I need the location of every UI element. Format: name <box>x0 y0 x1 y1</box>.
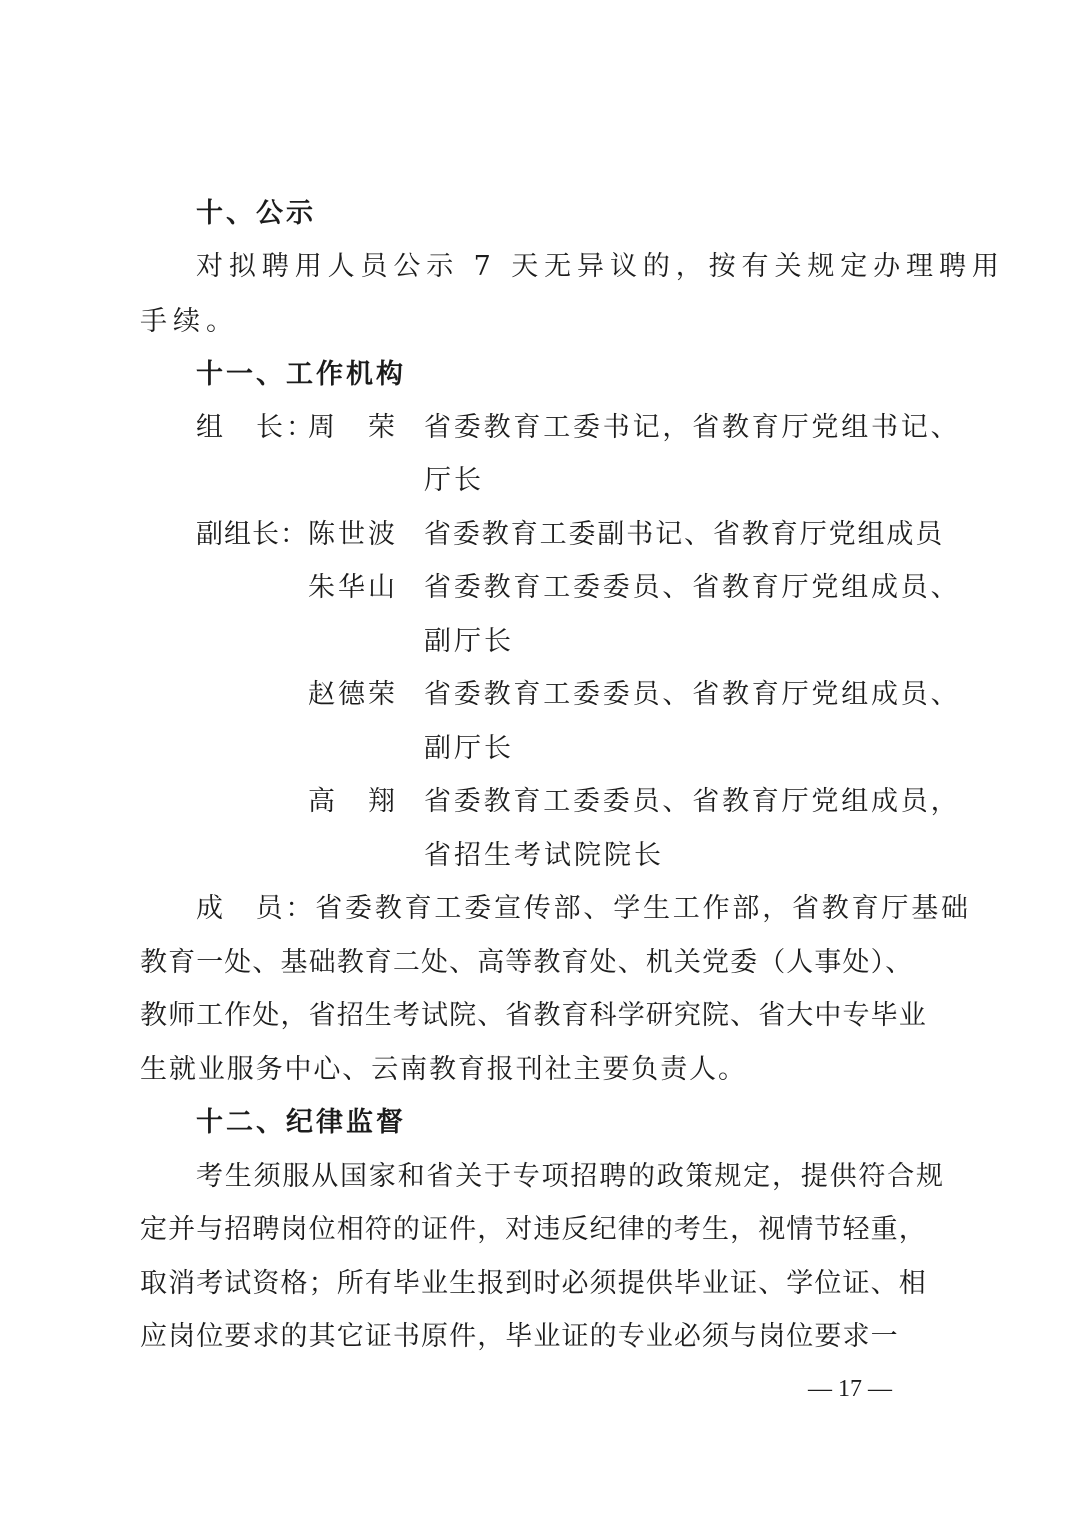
leader-title-line-2: 厅长 <box>424 465 484 496</box>
section-12-line-2: 定并与招聘岗位相符的证件，对违反纪律的考生，视情节轻重， <box>140 1214 927 1245</box>
section-10-heading: 十、公示 <box>196 198 316 229</box>
deputy-title-line-1: 省委教育工委委员、省教育厅党组成员， <box>424 786 961 817</box>
page-number: — 17 — <box>808 1376 892 1402</box>
members-line-4: 生就业服务中心、云南教育报刊社主要负责人。 <box>140 1054 747 1085</box>
deputy-title-line-1: 省委教育工委委员、省教育厅党组成员、 <box>424 572 961 603</box>
leader-label: 组 长： <box>196 412 316 443</box>
members-line-3: 教师工作处，省招生考试院、省教育科学研究院、省大中专毕业 <box>140 1000 927 1031</box>
deputy-name: 赵德荣 <box>308 679 398 710</box>
section-11-heading: 十一、工作机构 <box>196 359 406 390</box>
deputy-name: 陈世波 <box>308 519 398 550</box>
deputy-name: 高 翔 <box>308 786 398 817</box>
section-12-line-4: 应岗位要求的其它证书原件，毕业证的专业必须与岗位要求一 <box>140 1321 899 1352</box>
deputy-title-line-2: 副厅长 <box>424 626 514 657</box>
members-line-2: 教育一处、基础教育二处、高等教育处、机关党委（人事处）、 <box>140 947 914 978</box>
deputy-name: 朱华山 <box>308 572 398 603</box>
members-line-1: 成 员：省委教育工委宣传部、学生工作部，省教育厅基础 <box>196 893 971 924</box>
deputy-title-line-1: 省委教育工委委员、省教育厅党组成员、 <box>424 679 961 710</box>
deputy-title-line-2: 副厅长 <box>424 733 514 764</box>
section-10-line-2: 手续。 <box>140 306 239 337</box>
deputy-title-line-1: 省委教育工委副书记、省教育厅党组成员 <box>424 519 945 550</box>
section-12-line-3: 取消考试资格；所有毕业生报到时必须提供毕业证、学位证、相 <box>140 1268 927 1299</box>
deputy-label: 副组长： <box>196 519 308 550</box>
leader-title-line-1: 省委教育工委书记，省教育厅党组书记、 <box>424 412 961 443</box>
section-12-line-1: 考生须服从国家和省关于专项招聘的政策规定，提供符合规 <box>196 1161 945 1192</box>
leader-name: 周 荣 <box>308 412 398 443</box>
deputy-title-line-2: 省招生考试院院长 <box>424 840 664 871</box>
section-12-heading: 十二、纪律监督 <box>196 1107 406 1138</box>
section-10-line-1: 对拟聘用人员公示 7 天无异议的，按有关规定办理聘用 <box>196 251 1005 282</box>
